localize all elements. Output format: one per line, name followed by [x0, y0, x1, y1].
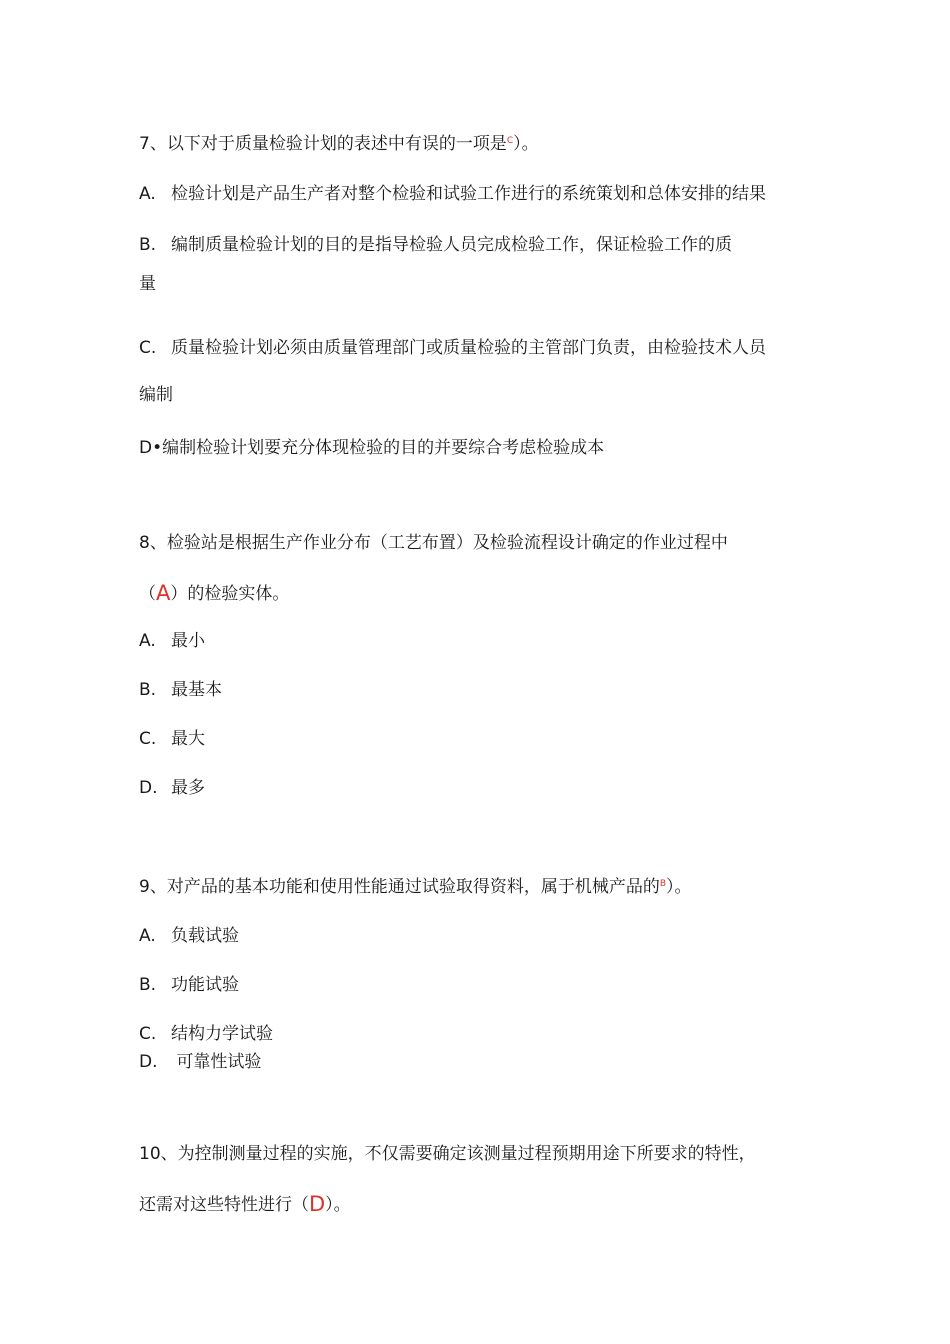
q10-stem-text: 10、为控制测量过程的实施，不仅需要确定该测量过程预期用途下所要求的特性，: [139, 1144, 756, 1164]
q8-option-a: [139, 629, 205, 653]
q8-option-b: [139, 678, 222, 702]
option-text: 结构力学试验: [171, 1024, 273, 1044]
q9-stem: [139, 875, 692, 899]
option-text: 功能试验: [171, 975, 239, 995]
q7-option-b-continued: [139, 272, 156, 296]
q7-option-c: [139, 336, 766, 360]
option-letter: C.: [139, 338, 157, 358]
q8-stem-end: ）的检验实体。: [170, 584, 290, 604]
q9-stem-text: 9、对产品的基本功能和使用性能通过试验取得资料，属于机械产品的: [139, 877, 660, 897]
option-letter: D.: [139, 778, 158, 798]
q8-answer: A: [156, 581, 171, 605]
option-text: 可靠性试验: [171, 1052, 262, 1072]
option-letter: B.: [139, 680, 157, 700]
option-text: 最小: [171, 631, 205, 651]
q9-option-c: [139, 1022, 273, 1046]
option-letter: C.: [139, 1024, 157, 1044]
q7-stem-end: ）。: [513, 134, 539, 154]
q8-stem-open: （: [139, 584, 156, 604]
q9-option-a: [139, 924, 239, 948]
q10-answer: D: [309, 1192, 326, 1216]
q7-option-c-continued: [139, 383, 173, 407]
q10-stem-line2: [139, 1191, 351, 1217]
q10-stem-open: 还需对这些特性进行（: [139, 1195, 309, 1215]
option-text: 编制质量检验计划的目的是指导检验人员完成检验工作，保证检验工作的质: [171, 235, 732, 255]
q8-stem: [139, 531, 728, 555]
q8-stem-text: 8、检验站是根据生产作业分布（工艺布置）及检验流程设计确定的作业过程中: [139, 533, 728, 553]
q9-option-d: [139, 1050, 261, 1074]
option-text: 量: [139, 274, 156, 294]
option-text: 最基本: [171, 680, 222, 700]
option-text: 最大: [171, 729, 205, 749]
option-letter: D.: [139, 1052, 158, 1072]
q8-option-d: [139, 776, 205, 800]
q9-answer: B: [659, 879, 667, 889]
q8-option-c: [139, 727, 205, 751]
q9-stem-end: ）。: [666, 877, 692, 897]
option-text: 质量检验计划必须由质量管理部门或质量检验的主管部门负责，由检验技术人员: [171, 338, 766, 358]
option-text: D•编制检验计划要充分体现检验的目的并要综合考虑检验成本: [139, 438, 605, 458]
option-letter: A.: [139, 184, 156, 204]
q7-option-d: [139, 436, 604, 460]
option-text: 负载试验: [171, 926, 239, 946]
option-text: 检验计划是产品生产者对整个检验和试验工作进行的系统策划和总体安排的结果: [171, 184, 766, 204]
option-text: 编制: [139, 385, 173, 405]
option-letter: C.: [139, 729, 157, 749]
option-letter: B.: [139, 975, 157, 995]
q7-stem-text: 7、以下对于质量检验计划的表述中有误的一项是: [139, 134, 507, 154]
q7-option-b: [139, 233, 732, 257]
q7-stem: [139, 132, 539, 156]
q7-answer: C: [506, 136, 514, 146]
q10-stem-end: ）。: [325, 1195, 351, 1215]
q10-stem: [139, 1142, 756, 1166]
option-text: 最多: [171, 778, 205, 798]
option-letter: A.: [139, 926, 156, 946]
option-letter: B.: [139, 235, 157, 255]
q7-option-a: [139, 182, 766, 206]
q9-option-b: [139, 973, 239, 997]
option-letter: A.: [139, 631, 156, 651]
q8-stem-line2: [139, 580, 289, 606]
